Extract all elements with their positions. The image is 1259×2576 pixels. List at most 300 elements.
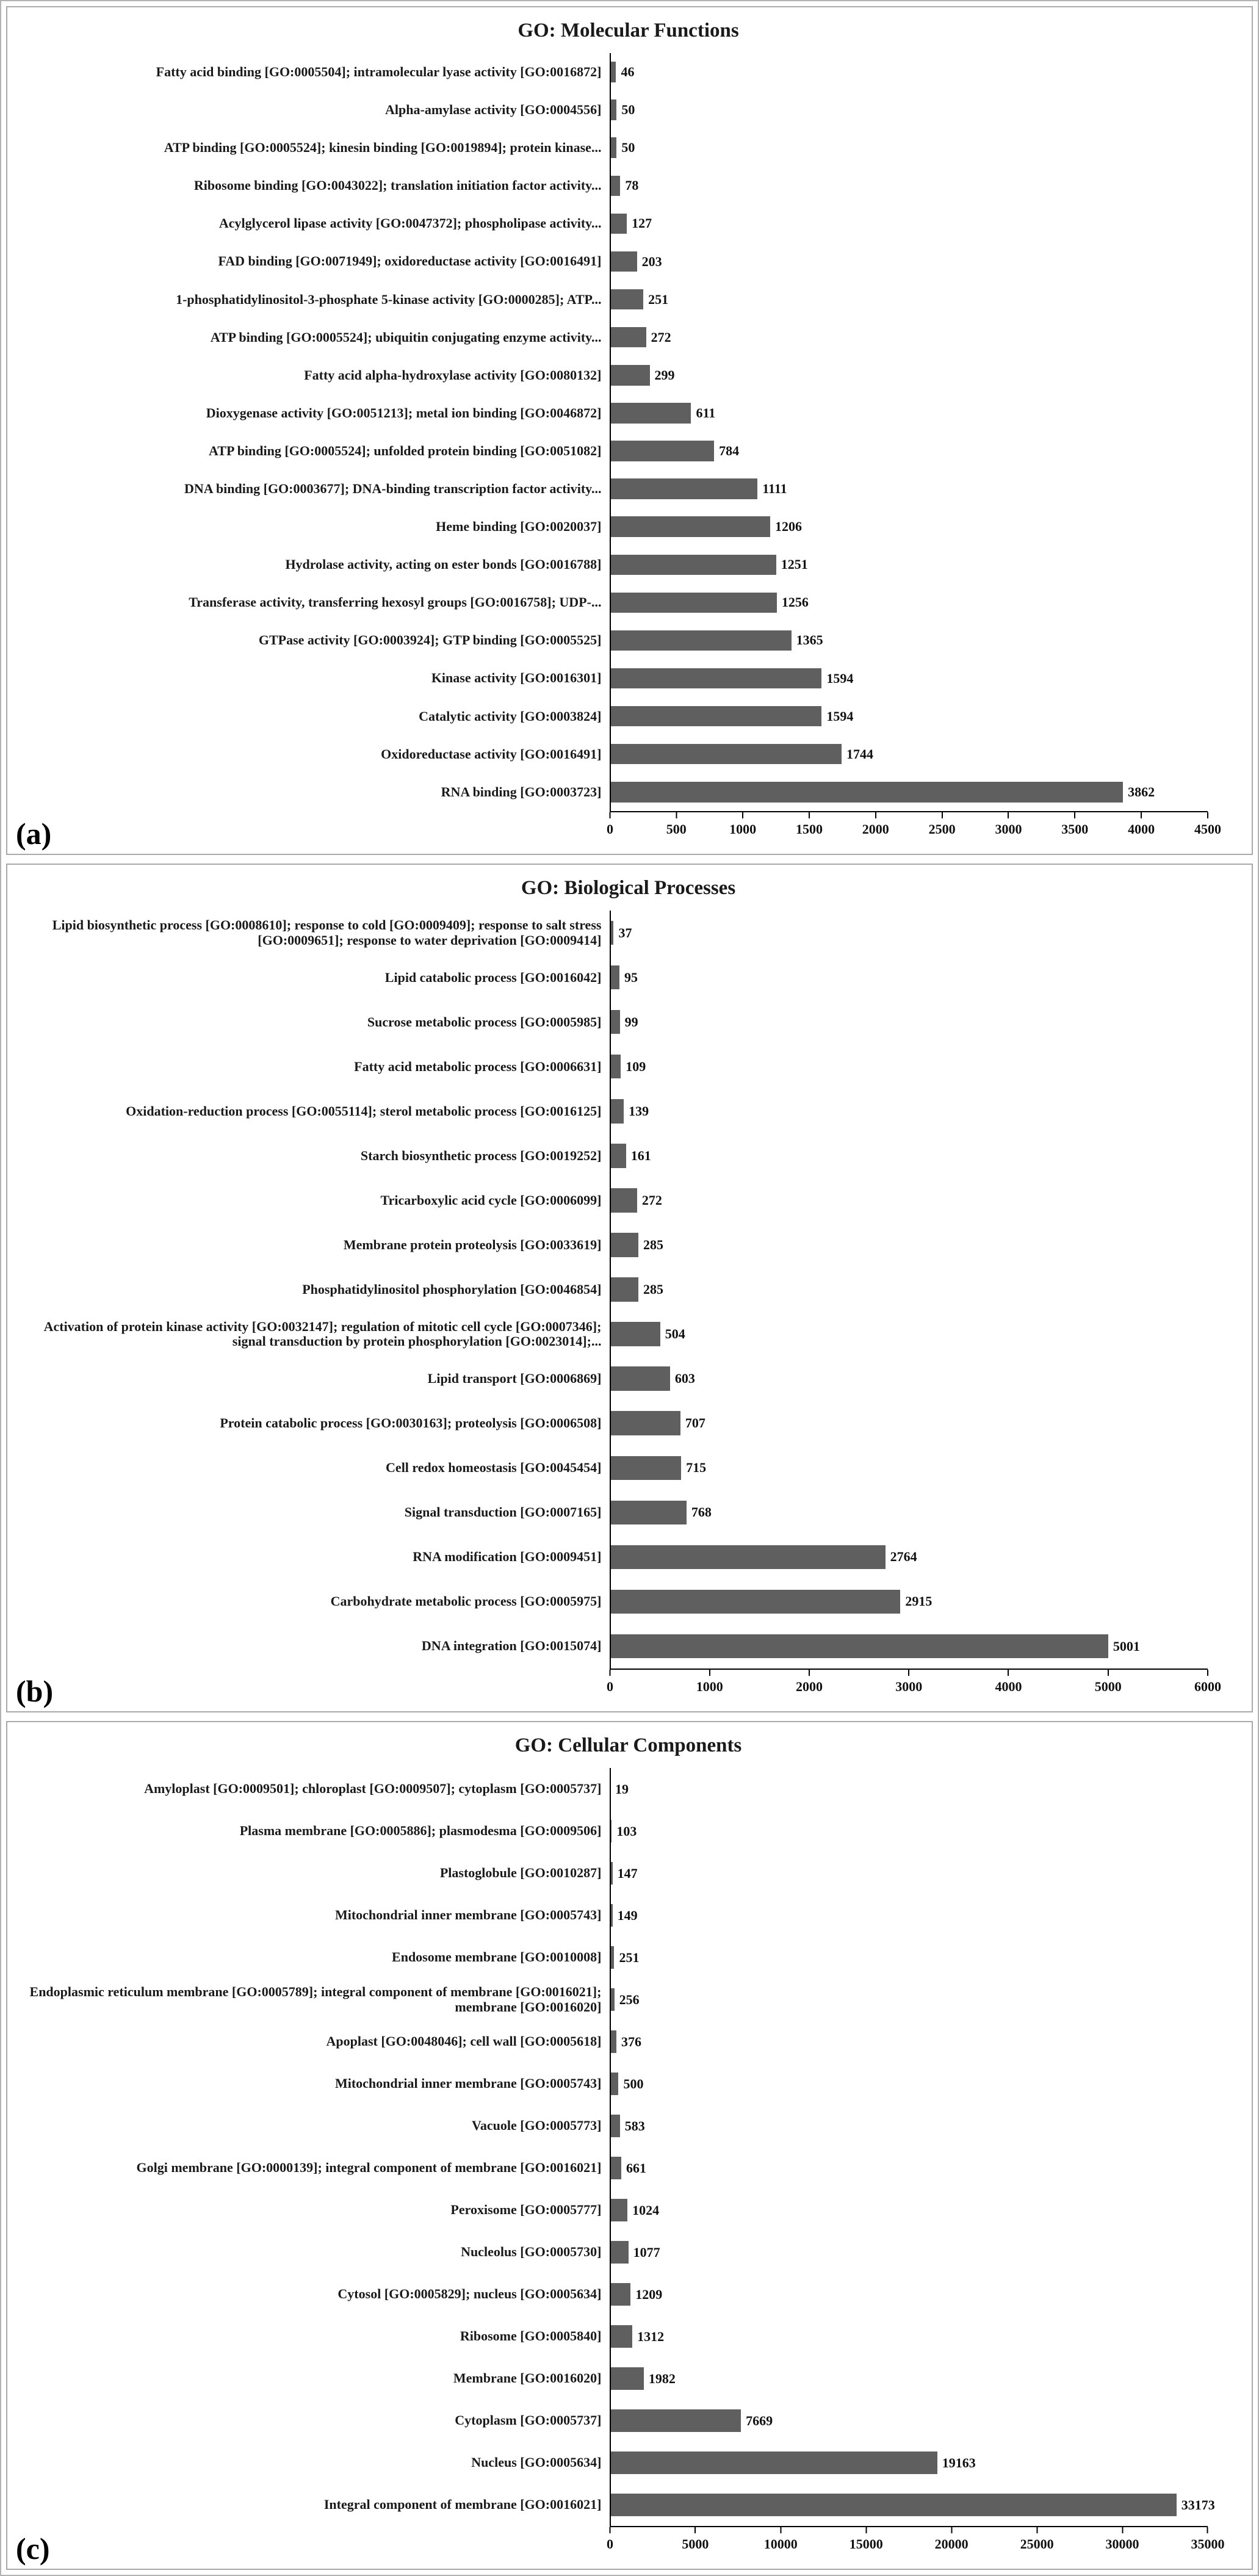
x-axis-tick	[1106, 2527, 1139, 2552]
tick-mark	[951, 2527, 952, 2533]
x-axis-tick	[607, 1670, 613, 1695]
bar	[610, 1277, 638, 1301]
chart-row	[17, 319, 1239, 356]
tick-mark	[1141, 812, 1142, 818]
chart-title-biological-processes: GO: Biological Processes	[521, 877, 736, 899]
bar-track	[610, 432, 1207, 470]
bar-value-label: 99	[624, 1014, 638, 1030]
bar-value-label: 19163	[942, 2455, 976, 2470]
chart-row	[17, 583, 1239, 621]
bar-track	[610, 2442, 1207, 2484]
x-axis-tick	[696, 1670, 723, 1695]
category-label: Ribosome binding [GO:0043022]; translation initiation factor activity...	[193, 178, 602, 193]
bar-value-label: 715	[686, 1460, 707, 1476]
chart-row	[17, 1268, 1239, 1312]
tick-mark	[1074, 812, 1075, 818]
x-axis-tick	[1020, 2527, 1054, 2552]
tick-mark	[1207, 2527, 1208, 2533]
bar-track	[610, 1979, 1207, 2021]
bar	[610, 403, 691, 424]
panel-cellular-components	[6, 1721, 1253, 2570]
bar-track	[610, 1357, 1207, 1401]
bar	[610, 630, 791, 651]
category-label: Acylglycerol lipase activity [GO:0047372]; phospholipase activity...	[218, 215, 602, 231]
category-label: Dioxygenase activity [GO:0051213]; metal ion binding [GO:0046872]	[206, 405, 602, 420]
bar-value-label: 768	[691, 1504, 712, 1520]
bar-track	[610, 2315, 1207, 2358]
x-tick-label: 4500	[1194, 821, 1221, 837]
panel-letter-c: (c)	[16, 2531, 50, 2566]
category-label: FAD binding [GO:0071949]; oxidoreductase activity [GO:0016491]	[218, 253, 602, 269]
category-label: ATP binding [GO:0005524]; kinesin binding [GO:0019894]; protein kinase...	[164, 140, 602, 156]
bar-value-label: 1251	[781, 557, 808, 572]
category-label: Mitochondrial inner membrane [GO:0005743]	[334, 1907, 602, 1923]
bar	[610, 2283, 630, 2306]
x-axis-tick	[729, 812, 756, 837]
category-label: Cell redox homeostasis [GO:0045454]	[386, 1460, 602, 1476]
bar-value-label: 50	[621, 140, 635, 156]
x-axis-tick	[796, 1670, 823, 1695]
chart-row	[17, 2231, 1239, 2273]
chart-row	[17, 2063, 1239, 2105]
bar-track	[610, 167, 1207, 204]
tick-mark	[875, 812, 876, 818]
bar-value-label: 1365	[796, 632, 823, 648]
chart-row	[17, 204, 1239, 242]
bar-track	[610, 2189, 1207, 2231]
x-axis-tick	[895, 1670, 922, 1695]
category-label: ATP binding [GO:0005524]; ubiquitin conjugating enzyme activity...	[210, 329, 602, 345]
x-tick-label: 1500	[795, 821, 823, 837]
chart-row	[17, 1401, 1239, 1446]
category-label: Cytoplasm [GO:0005737]	[455, 2412, 602, 2428]
bar-track	[610, 1222, 1207, 1267]
chart-row	[17, 2189, 1239, 2231]
bar-value-label: 251	[619, 1949, 640, 1965]
x-tick-label: 1000	[696, 1679, 723, 1694]
bar-value-label: 376	[621, 2033, 641, 2049]
x-axis-tick	[607, 812, 613, 837]
category-label: Oxidation-reduction process [GO:0055114]; sterol metabolic process [GO:0016125]	[126, 1103, 602, 1119]
category-label: RNA modification [GO:0009451]	[413, 1549, 602, 1565]
bar-value-label: 285	[643, 1282, 663, 1297]
bar-track	[610, 1089, 1207, 1133]
bar-value-label: 1594	[826, 670, 854, 686]
category-label: Integral component of membrane [GO:0016021]	[323, 2497, 602, 2513]
category-label: Golgi membrane [GO:0000139]; integral component of membrane [GO:0016021]	[136, 2160, 602, 2176]
bar	[610, 1545, 885, 1569]
bar-value-label: 504	[665, 1326, 685, 1342]
bar-value-label: 784	[719, 442, 740, 458]
bar-value-label: 299	[654, 367, 675, 383]
bar-track	[610, 2063, 1207, 2105]
bar-value-label: 1312	[637, 2328, 665, 2344]
chart-row	[17, 1936, 1239, 1979]
bar-track	[610, 91, 1207, 129]
chart-row	[17, 53, 1239, 91]
x-tick-label: 20000	[934, 2536, 969, 2552]
bar	[610, 251, 637, 272]
bar-value-label: 46	[621, 64, 635, 80]
bar	[610, 1144, 626, 1167]
bar-value-label: 1594	[826, 708, 854, 724]
x-tick-label: 15000	[849, 2536, 883, 2552]
category-label: Starch biosynthetic process [GO:0019252]	[360, 1147, 602, 1163]
category-label: Alpha-amylase activity [GO:0004556]	[385, 102, 602, 118]
bar-value-label: 5001	[1113, 1638, 1140, 1654]
tick-mark	[1207, 1670, 1208, 1676]
bar-track	[610, 1178, 1207, 1222]
bar-track	[610, 1401, 1207, 1446]
category-label: Plastoglobule [GO:0010287]	[439, 1865, 602, 1881]
category-label: Nucleus [GO:0005634]	[471, 2455, 602, 2470]
bar-value-label: 78	[625, 178, 639, 193]
chart-row	[17, 394, 1239, 432]
category-label: ATP binding [GO:0005524]; unfolded protein binding [GO:0051082]	[209, 442, 602, 458]
bar-value-label: 139	[629, 1103, 649, 1119]
bar-value-label: 1744	[846, 746, 874, 762]
bar-value-label: 109	[626, 1058, 646, 1074]
bar	[610, 2073, 618, 2095]
chart-row	[17, 1312, 1239, 1357]
bar-value-label: 583	[624, 2118, 645, 2134]
chart-row	[17, 1624, 1239, 1669]
bar-track	[610, 2273, 1207, 2315]
bar-value-label: 149	[617, 1907, 638, 1923]
chart-row	[17, 2273, 1239, 2315]
bar	[610, 289, 643, 310]
tick-mark	[1008, 812, 1009, 818]
bar	[610, 1862, 612, 1885]
tick-mark	[780, 2527, 781, 2533]
category-label: Kinase activity [GO:0016301]	[431, 670, 602, 686]
chart-row	[17, 1979, 1239, 2021]
category-label: Amyloplast [GO:0009501]; chloroplast [GO:0009507]; cytoplasm [GO:0005737]	[144, 1781, 602, 1797]
bar	[610, 137, 616, 158]
x-tick-label: 0	[606, 1679, 613, 1694]
bar	[610, 1634, 1108, 1658]
bar-track	[610, 583, 1207, 621]
chart-row	[17, 508, 1239, 546]
bar	[610, 441, 714, 461]
x-tick-label: 1000	[729, 821, 757, 837]
chart-row	[17, 2442, 1239, 2484]
bar	[610, 1366, 669, 1390]
chart-row	[17, 2105, 1239, 2147]
chart-row	[17, 91, 1239, 129]
bar	[610, 214, 627, 234]
x-tick-label: 35000	[1191, 2536, 1225, 2552]
bar-track	[610, 698, 1207, 735]
x-axis-tick	[764, 2527, 798, 2552]
bar	[610, 668, 821, 689]
bar-track	[610, 2105, 1207, 2147]
chart-cellular-components	[17, 1768, 1239, 2560]
chart-row	[17, 1535, 1239, 1579]
tick-mark	[908, 1670, 909, 1676]
bar	[610, 1411, 680, 1435]
category-label: Sucrose metabolic process [GO:0005985]	[367, 1014, 602, 1030]
chart-row	[17, 1178, 1239, 1222]
bar-value-label: 500	[623, 2076, 644, 2091]
chart-rows	[17, 53, 1239, 811]
x-tick-label: 4000	[1128, 821, 1155, 837]
x-tick-label: 5000	[1094, 1679, 1122, 1694]
category-label: Protein catabolic process [GO:0030163]; proteolysis [GO:0006508]	[220, 1415, 602, 1431]
bar-value-label: 19	[615, 1781, 629, 1797]
chart-rows	[17, 1768, 1239, 2526]
bar	[610, 1188, 637, 1212]
tick-mark	[742, 812, 743, 818]
category-label: DNA integration [GO:0015074]	[421, 1638, 602, 1654]
chart-row	[17, 281, 1239, 319]
category-label: Cytosol [GO:0005829]; nucleus [GO:0005634]	[337, 2286, 602, 2302]
x-tick-label: 0	[606, 821, 613, 837]
category-label: Transferase activity, transferring hexosyl groups [GO:0016758]; UDP-...	[189, 594, 602, 610]
category-label: Mitochondrial inner membrane [GO:0005743]	[334, 2076, 602, 2091]
bar-track	[610, 1579, 1207, 1624]
chart-row	[17, 1894, 1239, 1936]
bar-value-label: 603	[674, 1371, 695, 1387]
chart-row	[17, 1089, 1239, 1133]
bar-track	[610, 2021, 1207, 2063]
category-label: Fatty acid alpha-hydroxylase activity [GO:0080132]	[304, 367, 602, 383]
bar	[610, 1988, 614, 2011]
bar-track	[610, 1936, 1207, 1979]
panel-letter-a: (a)	[16, 817, 52, 851]
bar-track	[610, 1000, 1207, 1044]
chart-row	[17, 356, 1239, 394]
bar	[610, 2157, 621, 2179]
chart-row	[17, 1810, 1239, 1852]
bar	[610, 478, 757, 499]
bar	[610, 1820, 611, 1842]
chart-row	[17, 167, 1239, 204]
bar-track	[610, 242, 1207, 280]
category-label: DNA binding [GO:0003677]; DNA-binding transcription factor activity...	[184, 480, 602, 496]
tick-mark	[865, 2527, 867, 2533]
bar-value-label: 2915	[905, 1593, 933, 1609]
bar	[610, 782, 1123, 803]
chart-biological-processes	[17, 911, 1239, 1703]
tick-mark	[676, 812, 677, 818]
bar-value-label: 285	[643, 1236, 663, 1252]
chart-row	[17, 129, 1239, 167]
bar	[610, 2494, 1176, 2516]
chart-row	[17, 2484, 1239, 2526]
category-label: Carbohydrate metabolic process [GO:0005975]	[330, 1593, 602, 1609]
x-axis-tick	[682, 2527, 709, 2552]
bar-track	[610, 2484, 1215, 2526]
bar-track	[610, 281, 1207, 319]
category-label: Signal transduction [GO:0007165]	[404, 1504, 602, 1520]
chart-row	[17, 621, 1239, 659]
x-axis-tick	[850, 2527, 883, 2552]
bar-track	[610, 1268, 1207, 1312]
bar-value-label: 37	[618, 925, 632, 940]
bar-value-label: 50	[621, 102, 635, 118]
bar-value-label: 611	[696, 405, 716, 420]
bar-track	[610, 356, 1207, 394]
category-label: Oxidoreductase activity [GO:0016491]	[381, 746, 602, 762]
tick-mark	[1008, 1670, 1009, 1676]
x-tick-label: 0	[606, 2536, 613, 2552]
chart-row	[17, 955, 1239, 1000]
bar	[610, 593, 776, 613]
bar-track	[610, 129, 1207, 167]
chart-row	[17, 698, 1239, 735]
bar-track	[610, 1133, 1207, 1178]
tick-mark	[609, 1670, 610, 1676]
chart-row	[17, 2358, 1239, 2400]
chart-row	[17, 1490, 1239, 1535]
chart-title-molecular-functions: GO: Molecular Functions	[518, 20, 739, 41]
x-axis-tick	[862, 812, 889, 837]
bar-value-label: 103	[616, 1823, 637, 1839]
x-tick-label: 6000	[1194, 1679, 1221, 1694]
x-tick-label: 3500	[1061, 821, 1089, 837]
bar-value-label: 1982	[648, 2370, 676, 2386]
bar	[610, 965, 619, 989]
bar-track	[610, 2231, 1207, 2273]
category-label: Membrane [GO:0016020]	[453, 2370, 602, 2386]
chart-rows	[17, 911, 1239, 1669]
x-tick-label: 2500	[928, 821, 956, 837]
bar	[610, 2367, 643, 2390]
chart-row	[17, 911, 1239, 955]
chart-row	[17, 1768, 1239, 1810]
bar	[610, 921, 613, 945]
x-tick-label: 3000	[995, 821, 1022, 837]
chart-row	[17, 2021, 1239, 2063]
chart-row	[17, 1222, 1239, 1267]
bar-track	[610, 204, 1207, 242]
tick-mark	[609, 2527, 610, 2533]
chart-row	[17, 660, 1239, 698]
x-tick-label: 3000	[895, 1679, 923, 1694]
tick-mark	[1122, 2527, 1123, 2533]
bar-value-label: 127	[632, 215, 652, 231]
x-axis	[606, 811, 1221, 845]
x-tick-label: 25000	[1020, 2536, 1054, 2552]
bar	[610, 365, 649, 386]
bar	[610, 1501, 686, 1524]
x-tick-label: 2000	[862, 821, 889, 837]
bar-value-label: 1206	[774, 519, 802, 535]
x-axis-tick	[929, 812, 956, 837]
category-label: Lipid transport [GO:0006869]	[427, 1371, 602, 1387]
bar-track	[610, 2147, 1207, 2189]
category-label: Nucleolus [GO:0005730]	[461, 2244, 602, 2260]
panel-biological-processes	[6, 864, 1253, 1712]
tick-mark	[809, 1670, 810, 1676]
tick-mark	[694, 2527, 696, 2533]
bar	[610, 706, 821, 727]
bar	[610, 176, 620, 197]
category-label: RNA binding [GO:0003723]	[441, 784, 602, 799]
bar-track	[610, 621, 1207, 659]
x-axis-tick	[1128, 812, 1155, 837]
bar-track	[610, 1852, 1207, 1894]
bar-value-label: 707	[685, 1415, 705, 1431]
bar	[610, 744, 842, 765]
x-axis-tick	[1061, 812, 1088, 837]
x-axis-tick	[796, 812, 823, 837]
bar	[610, 99, 616, 120]
category-label: Fatty acid binding [GO:0005504]; intramolecular lyase activity [GO:0016872]	[156, 63, 602, 79]
bar	[610, 1055, 621, 1078]
category-label: 1-phosphatidylinositol-3-phosphate 5-kinase activity [GO:0000285]; ATP...	[176, 291, 602, 307]
bar	[610, 327, 646, 348]
chart-row	[17, 1446, 1239, 1490]
panel-molecular-functions	[6, 6, 1253, 855]
bar-track	[610, 1535, 1207, 1579]
category-label: Endoplasmic reticulum membrane [GO:0005789]; integral component of membrane [GO:0016021]; membrane [GO:0016020]	[29, 1984, 602, 2015]
chart-row	[17, 2400, 1239, 2442]
bar-value-label: 2764	[890, 1549, 917, 1565]
chart-row	[17, 735, 1239, 773]
bar-track	[610, 319, 1207, 356]
bar-value-label: 95	[624, 969, 638, 985]
category-label: Lipid catabolic process [GO:0016042]	[384, 969, 602, 985]
x-axis-tick	[1194, 1670, 1221, 1695]
bar-track	[610, 773, 1207, 811]
x-axis-tick	[995, 812, 1022, 837]
x-axis	[606, 1669, 1221, 1703]
tick-mark	[942, 812, 943, 818]
x-tick-label: 10000	[763, 2536, 798, 2552]
category-label: Phosphatidylinositol phosphorylation [GO:0046854]	[302, 1281, 602, 1297]
tick-mark	[1207, 812, 1208, 818]
bar	[610, 2452, 937, 2474]
x-axis-tick	[1095, 1670, 1122, 1695]
chart-row	[17, 1852, 1239, 1894]
bar	[610, 516, 770, 537]
bar-value-label: 7669	[746, 2412, 773, 2428]
bar-track	[610, 1768, 1207, 1810]
chart-row	[17, 432, 1239, 470]
bar-track	[610, 1312, 1207, 1357]
category-label: Apoplast [GO:0048046]; cell wall [GO:0005618]	[326, 2033, 602, 2049]
bar-track	[610, 470, 1207, 508]
bar-value-label: 1111	[762, 481, 787, 497]
bar-track	[610, 955, 1207, 1000]
bar	[610, 2030, 616, 2053]
bar-value-label: 272	[641, 1192, 662, 1208]
bar	[610, 2241, 628, 2264]
category-label: Fatty acid metabolic process [GO:0006631]	[354, 1058, 602, 1074]
bar	[610, 1904, 612, 1927]
chart-row	[17, 242, 1239, 280]
chart-molecular-functions	[17, 53, 1239, 845]
x-tick-label: 30000	[1105, 2536, 1139, 2552]
tick-mark	[1036, 2527, 1037, 2533]
bar	[610, 1099, 624, 1123]
tick-mark	[1108, 1670, 1109, 1676]
bar	[610, 1010, 619, 1034]
bar-value-label: 147	[617, 1865, 638, 1881]
bar-value-label: 161	[630, 1147, 651, 1163]
bar-value-label: 1209	[635, 2286, 663, 2302]
bar-track	[610, 735, 1207, 773]
x-axis-tick	[1194, 812, 1221, 837]
bar-value-label: 3862	[1128, 784, 1155, 799]
bar	[610, 1322, 660, 1346]
bar	[610, 62, 616, 82]
x-axis-tick	[995, 1670, 1022, 1695]
bar-track	[610, 508, 1207, 546]
bar-track	[610, 53, 1207, 91]
